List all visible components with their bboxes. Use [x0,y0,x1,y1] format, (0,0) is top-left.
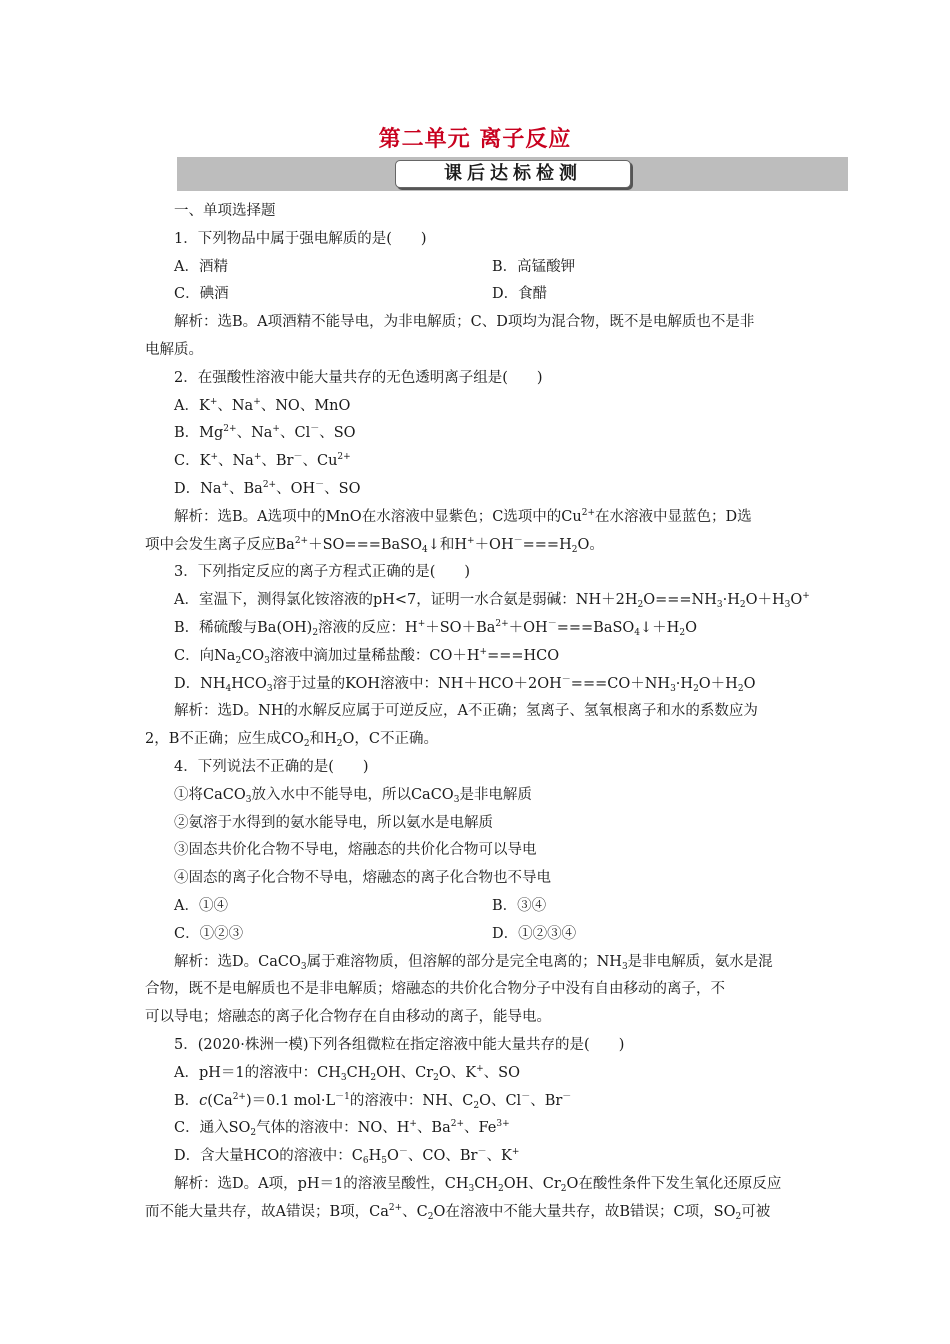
text-line: A．K+、Na+、NO、MnO [174,396,351,414]
text-line: 2，B不正确；应生成$CO_2$和$H_2O$，C不正确。 [145,731,438,750]
option-item: A．①④ [174,897,228,914]
text-line: 项中会发生离子反应$Ba^{2+}+SO===BaSO_4↓$和$H^++OH^-===H_2O$。 [145,535,604,555]
page-title: 第二单元 离子反应 [378,126,572,152]
text-line: 解析：选D。NH的水解反应属于可逆反应，A不正确；氢离子、氢氧根离子和水的系数应为 [174,703,758,720]
text-line: 5．(2020·株洲一模)下列各组微粒在指定溶液中能大量共存的是( ) [174,1036,625,1053]
text-line: 解析：选B。A选项中的MnO在水溶液中显紫色；C选项中的$Cu^{2+}$在水溶液中显蓝色；D选 [174,507,752,525]
option-item: D．①②③④ [492,925,577,942]
text-line: 4．下列说法不正确的是( ) [174,758,369,775]
text-line: ①将CaCO$_3$放入水中不能导电，所以CaCO$_3$是非电解质 [174,786,532,805]
text-line: B．$c(Ca^{2+})=0.1$ $mol\cdot L^{-1}$的溶液中：NH、$C_2O$、Cl－、Br－ [174,1091,572,1111]
text-line: D．$NH_4HCO_3$溶于过量的KOH溶液中：$NH+HCO+2OH^-===CO+NH_3\cdot H_2O+H_2O$ [174,674,756,694]
options-row [145,893,810,921]
option-item: C．碘酒 [174,286,229,303]
text-line: D．Na+、$Ba^{2+}$、OH－、SO [174,479,361,497]
option-item: B．高锰酸钾 [492,258,576,275]
options-row [145,281,810,309]
option-item: B．③④ [492,897,547,914]
text-line: C．向$Na_2CO_3$溶液中滴加过量稀盐酸：CO＋H+===HCO [174,646,560,666]
section-banner [177,157,848,191]
text-line: 解析：选D。CaCO$_3$属于难溶物质，但溶解的部分是完全电离的；$NH_3$是非电解质，氨水是混 [174,953,773,972]
text-line: 解析：选B。A项酒精不能导电，为非电解质；C、D项均为混合物，既不是电解质也不是非 [174,314,755,331]
text-line: B．稀硫酸与$Ba(OH)_2$溶液的反应：$H^++SO+Ba^{2+}+OH^-===BaSO_4↓+H_2O$ [174,618,697,638]
text-line: D．含大量HCO的溶液中：$C_6H_5O^-$、CO、Br－、K+ [174,1147,520,1167]
text-line: 3．下列指定反应的离子方程式正确的是( ) [174,564,471,581]
text-line: 而不能大量共存，故A错误；B项，$Ca^{2+}$、$C_2O$在溶液中不能大量共存，故B错误；C项，$SO_2$可被 [145,1202,771,1222]
options-row [145,921,810,949]
text-line: 1．下列物品中属于强电解质的是( ) [174,230,427,247]
banner-label: 课后达标检测 [395,160,631,188]
text-line: ④固态的离子化合物不导电，熔融态的离子化合物也不导电 [174,870,551,887]
text-line: ②氨溶于水得到的氨水能导电，所以氨水是电解质 [174,814,493,831]
text-line: 可以导电；熔融态的离子化合物存在自由移动的离子，能导电。 [145,1009,551,1026]
text-line: A．pH＝1的溶液中：$CH_3CH_2OH$、$Cr_2O$、K+、SO [174,1063,520,1083]
text-line: B．$Mg^{2+}$、Na+、Cl－、SO [174,424,356,442]
text-line: 合物，既不是电解质也不是非电解质；熔融态的共价化合物分子中没有自由移动的离子，不 [145,981,725,998]
text-line: 2．在强酸性溶液中能大量共存的无色透明离子组是( ) [174,369,543,386]
text-line: 电解质。 [145,341,203,358]
text-line: 一、单项选择题 [174,203,276,219]
option-item: D．食醋 [492,286,548,303]
text-line: C．K+、Na+、Br－、$Cu^{2+}$ [174,452,351,470]
question-content [145,198,810,1226]
text-line: ③固态共价化合物不导电，熔融态的共价化合物可以导电 [174,842,537,859]
options-row [145,254,810,282]
text-line: A．室温下，测得氯化铵溶液的pH<7，证明一水合氨是弱碱：$NH+2H_2O===NH_3\cdot H_2O+H_3O^+$ [174,591,810,611]
text-line: C．通入$SO_2$气体的溶液中：NO、H+、$Ba^{2+}$、$Fe^{3+}$ [174,1119,510,1139]
option-item: A．酒精 [174,258,228,275]
text-line: 解析：选D。A项，pH＝1的溶液呈酸性，$CH_3CH_2OH$、$Cr_2O$在酸性条件下发生氧化还原反应 [174,1175,782,1194]
option-item: C．①②③ [174,925,244,942]
